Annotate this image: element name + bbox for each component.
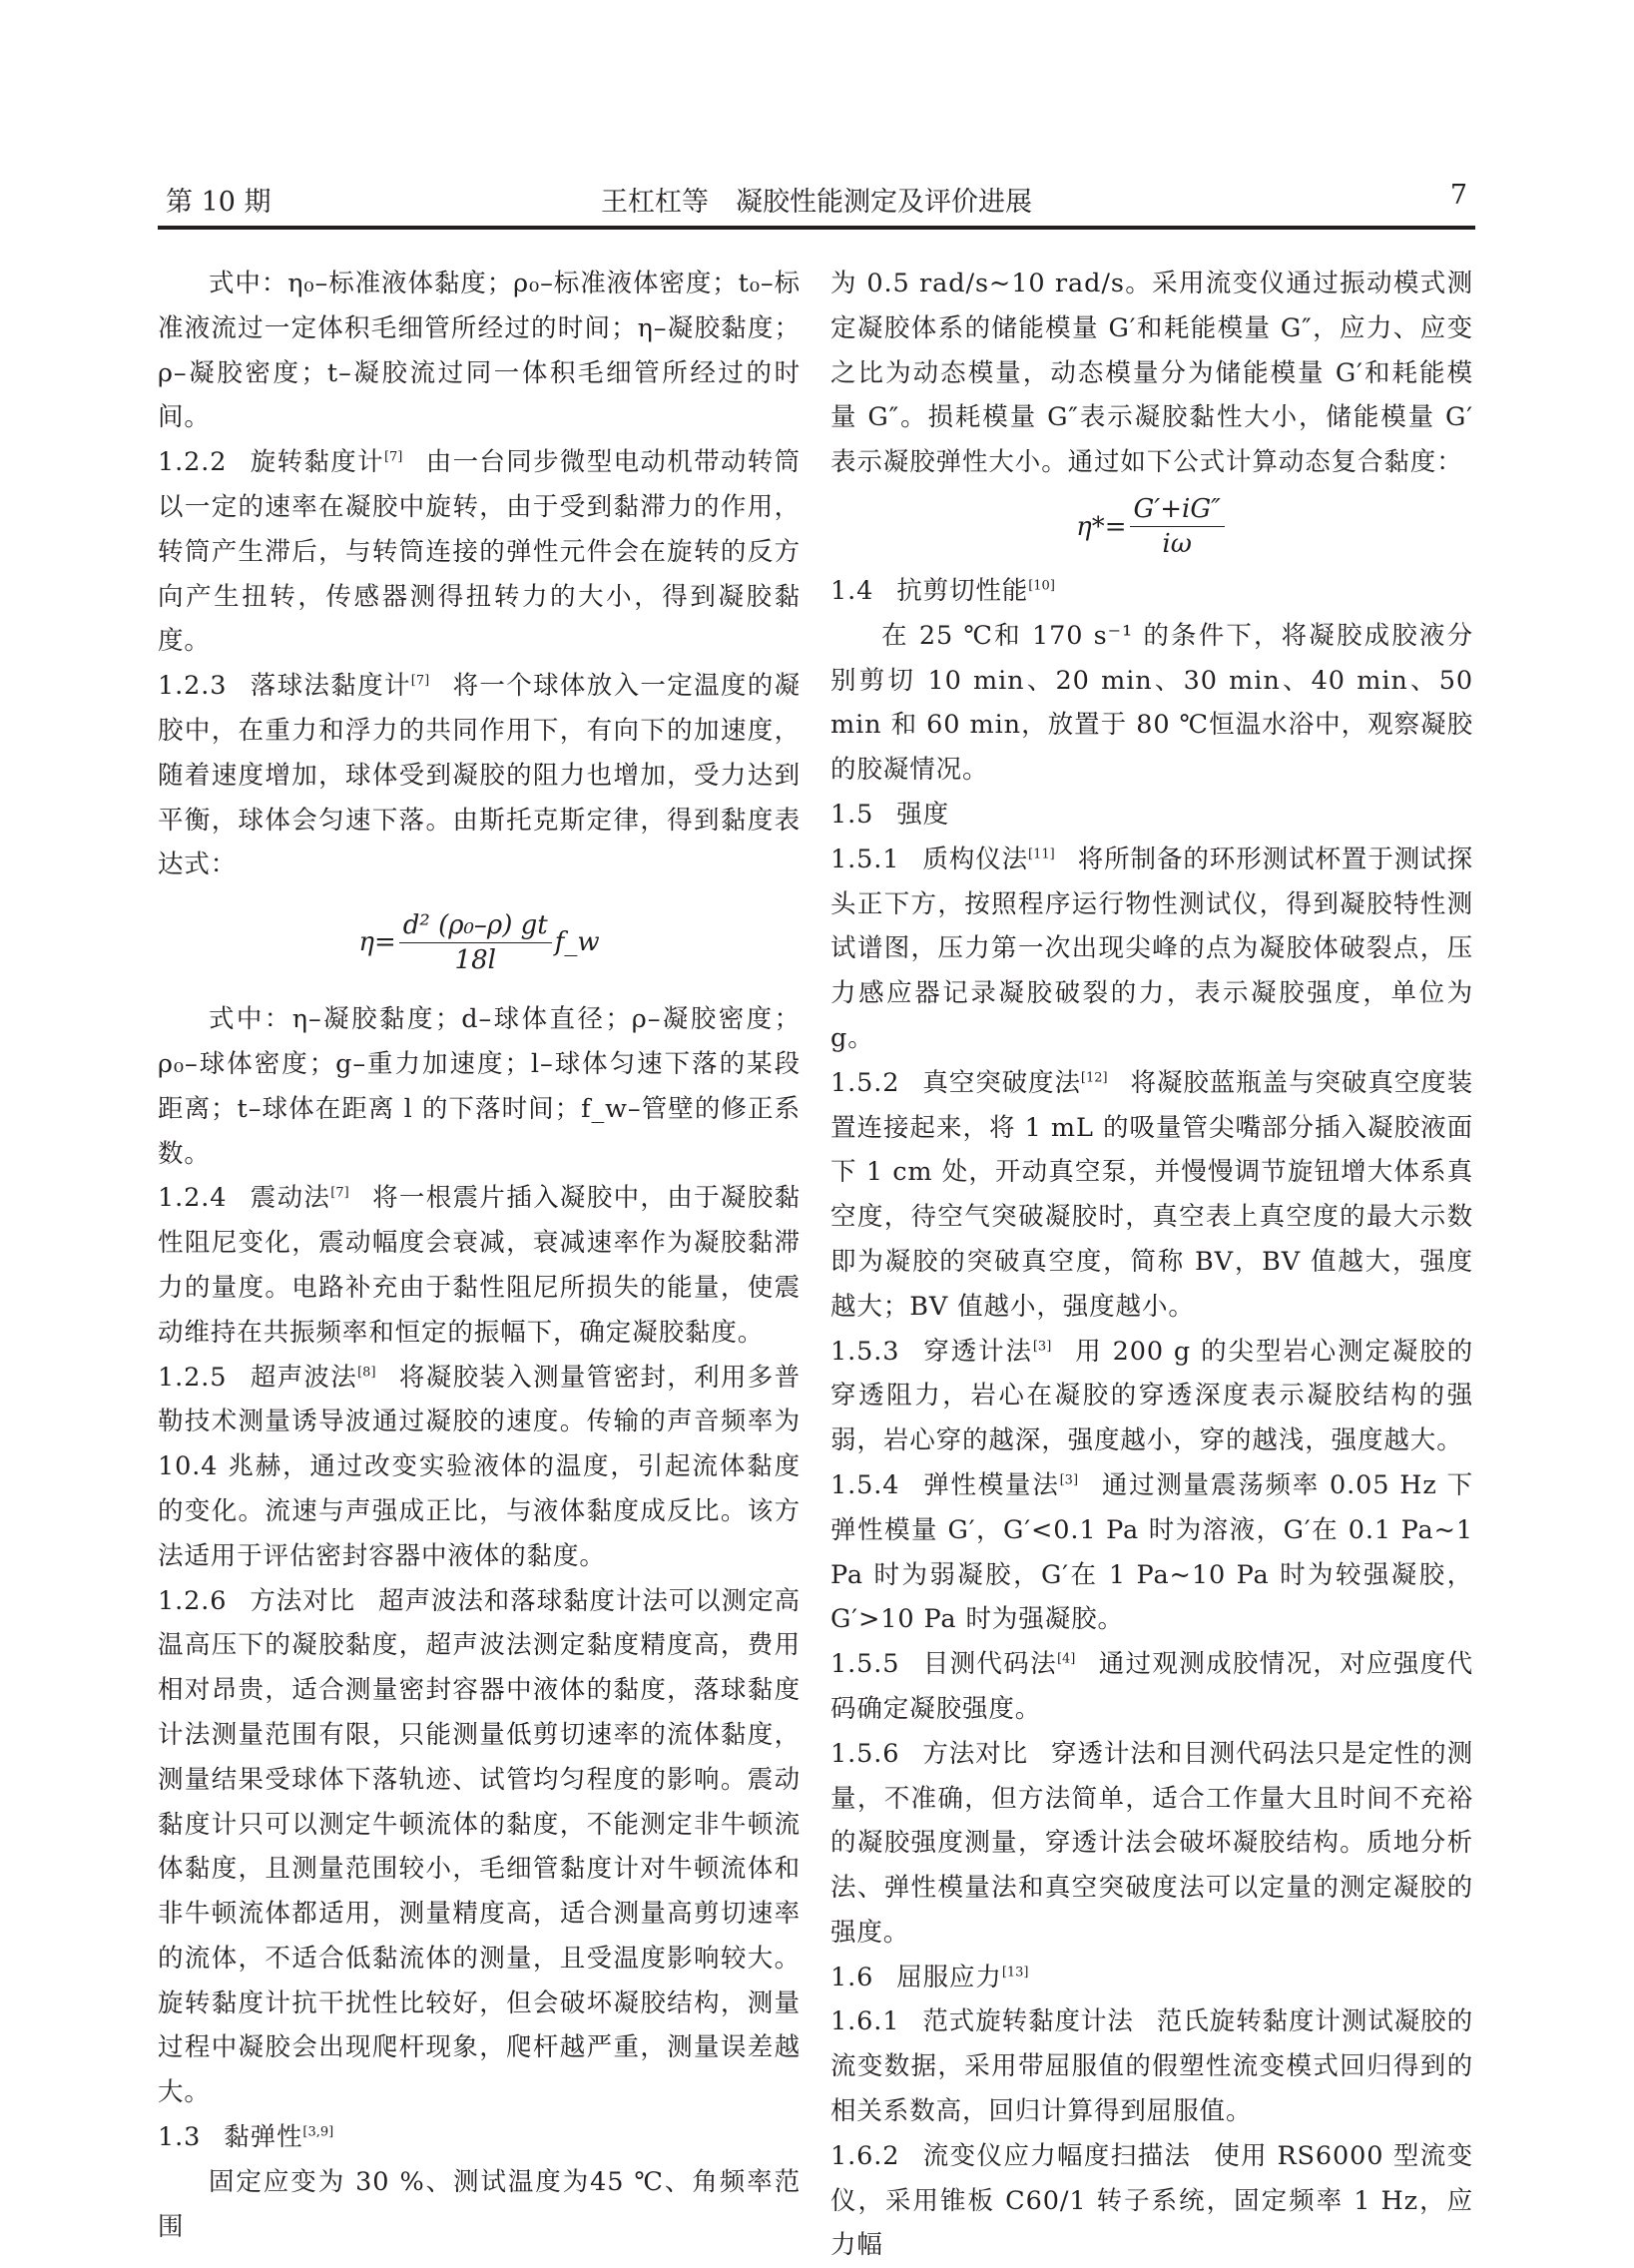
section-heading <box>830 1463 1473 1642</box>
section-title: 真空突破度法 <box>922 1067 1081 1098</box>
section-title: 穿透计法 <box>922 1336 1033 1367</box>
section-title: 方法对比 <box>250 1585 356 1616</box>
section-number: 1.6 <box>830 1962 874 1992</box>
section-heading <box>830 1956 1473 2000</box>
section-heading <box>830 838 1473 1061</box>
section-heading <box>830 793 1473 838</box>
running-header <box>158 180 1475 220</box>
section-text: 将凝胶装入测量管密封，利用多普勒技术测量诱导波通过凝胶的速度。传输的声音频率为 10.4 兆赫，通过改变实验液体的温度，引起流体黏度的变化。流速与声强成正比，与液体黏度成反比。该方法适用于评估密封容器中液体的黏度。 <box>158 1362 801 1571</box>
section-number: 1.5.2 <box>830 1067 900 1098</box>
section-heading <box>158 1176 801 1355</box>
section-text: 通过测量震荡频率 0.05 Hz 下弹性模量 G′，G′<0.1 Pa 时为溶液，G′在 0.1 Pa~1 Pa 时为弱凝胶，G′在 1 Pa~10 Pa 时为较强凝胶，G′>10 Pa 时为强凝胶。 <box>830 1469 1473 1635</box>
section-text: 使用 RS6000 型流变仪，采用锥板 C60/1 转子系统，固定频率 1 Hz，应力幅 <box>830 2140 1473 2261</box>
section-text: 超声波法和落球黏度计法可以测定高温高压下的凝胶黏度，超声波法测定黏度精度高，费用相对昂贵，适合测量密封容器中液体的黏度，落球黏度计法测量范围有限，只能测量低剪切速率的流体黏度，测量结果受球体下落轨迹、试管均匀程度的影响。震动黏度计只可以测定牛顿流体的黏度，不能测定非牛顿流体黏度，且测量范围较小，毛细管黏度计对牛顿流体和非牛顿流体都适用，测量精度高，适合测量高剪切速率的流体，不适合低黏流体的测量，且受温度影响较大。旋转黏度计抗干扰性比较好，但会破坏凝胶结构，测量过程中凝胶会出现爬杆现象，爬杆越严重，测量误差越大。 <box>158 1585 801 2108</box>
left-column <box>158 262 801 2249</box>
section-title: 旋转黏度计 <box>250 447 384 478</box>
section-title: 流变仪应力幅度扫描法 <box>922 2140 1192 2171</box>
fraction <box>1130 492 1225 561</box>
numerator: G′+iG″ <box>1130 492 1225 527</box>
equation <box>830 485 1473 569</box>
section-number: 1.6.2 <box>830 2140 900 2171</box>
section-number: 1.2.4 <box>158 1183 228 1214</box>
section-number: 1.5.1 <box>830 844 900 874</box>
section-number: 1.2.6 <box>158 1585 228 1616</box>
section-heading <box>830 1061 1473 1330</box>
citation-ref: [3] <box>1032 1339 1052 1355</box>
section-number: 1.2.5 <box>158 1362 228 1393</box>
citation-ref: [4] <box>1056 1651 1076 1667</box>
section-number: 1.3 <box>158 2122 202 2153</box>
header-rule <box>158 226 1475 230</box>
section-heading <box>830 2134 1473 2268</box>
section-number: 1.2.2 <box>158 447 228 478</box>
fraction <box>399 908 552 977</box>
section-number: 1.2.3 <box>158 671 228 702</box>
section-title: 屈服应力 <box>896 1962 1002 1992</box>
section-number: 1.5.5 <box>830 1649 900 1680</box>
page-number: 7 <box>1449 180 1467 211</box>
paragraph: 式中：η–凝胶黏度；d–球体直径；ρ–凝胶密度；ρ₀–球体密度；g–重力加速度；l–球体匀速下落的某段距离；t–球体在距离 l 的下落时间；f_w–管壁的修正系数。 <box>158 1004 801 1169</box>
denominator: iω <box>1162 529 1192 560</box>
equation-rhs: f_w <box>554 926 600 957</box>
section-number: 1.5 <box>830 799 874 830</box>
section-heading <box>830 1330 1473 1463</box>
section-number: 1.5.6 <box>830 1738 900 1769</box>
section-heading <box>158 1356 801 1579</box>
section-heading <box>830 1732 1473 1956</box>
equation-lhs: η= <box>358 926 396 957</box>
paragraph: 为 0.5 rad/s~10 rad/s。采用流变仪通过振动模式测定凝胶体系的储能模量 G′和耗能模量 G″，应力、应变之比为动态模量，动态模量分为储能模量 G′和耗能模量 G″。损耗模量 G″表示凝胶黏性大小，储能模量 G′表示凝胶弹性大小。通过如下公式计算动态复合黏度： <box>830 269 1473 478</box>
equation-lhs: η*= <box>1076 511 1127 542</box>
section-number: 1.4 <box>830 575 874 606</box>
right-column <box>830 262 1473 2268</box>
section-heading <box>158 1579 801 2116</box>
section-heading <box>830 569 1473 614</box>
numerator: d² (ρ₀–ρ) gt <box>399 908 552 943</box>
section-title: 震动法 <box>250 1183 331 1214</box>
paragraph: 式中：η₀–标准液体黏度；ρ₀–标准液体密度；t₀–标准液流过一定体积毛细管所经过的时间；η–凝胶黏度；ρ–凝胶密度；t–凝胶流过同一体积毛细管所经过的时间。 <box>158 269 801 433</box>
section-heading <box>158 664 801 887</box>
section-text: 由一台同步微型电动机带动转筒以一定的速率在凝胶中旋转，由于受到黏滞力的作用，转筒产生滞后，与转筒连接的弹性元件会在旋转的反方向产生扭转，传感器测得扭转力的大小，得到凝胶黏度。 <box>158 447 801 657</box>
section-text: 穿透计法和目测代码法只是定性的测量，不准确，但方法简单，适合工作量大且时间不充裕的凝胶强度测量，穿透计法会破坏凝胶结构。质地分析法、弹性模量法和真空突破度法可以定量的测定凝胶的强度。 <box>830 1738 1473 1948</box>
section-number: 1.5.3 <box>830 1336 900 1367</box>
section-text: 范氏旋转黏度计测试凝胶的流变数据，采用带屈服值的假塑性流变模式回归得到的相关系数高，回归计算得到屈服值。 <box>830 2006 1473 2127</box>
section-heading <box>158 440 801 664</box>
citation-ref: [12] <box>1080 1070 1108 1086</box>
citation-ref: [3,9] <box>302 2124 334 2140</box>
section-text: 将凝胶蓝瓶盖与突破真空度装置连接起来，将 1 mL 的吸量管尖嘴部分插入凝胶液面下 1 cm 处，开动真空泵，并慢慢调节旋钮增大体系真空度，待空气突破凝胶时，真空表上真空度的最大示数即为凝胶的突破真空度，简称 BV，BV 值越大，强度越大；BV 值越小，强度越小。 <box>830 1067 1474 1322</box>
citation-ref: [8] <box>357 1365 376 1381</box>
citation-ref: [7] <box>330 1185 349 1201</box>
paragraph: 在 25 ℃和 170 s⁻¹ 的条件下，将凝胶成胶液分别剪切 10 min、20 min、30 min、40 min、50 min 和 60 min，放置于 80 ℃恒温水浴中，观察凝胶的胶凝情况。 <box>830 620 1473 786</box>
section-title: 抗剪切性能 <box>896 575 1029 606</box>
section-text: 将一个球体放入一定温度的凝胶中，在重力和浮力的共同作用下，有向下的加速度，随着速度增加，球体受到凝胶的阻力也增加，受力达到平衡，球体会匀速下落。由斯托克斯定律，得到黏度表达式： <box>158 671 801 880</box>
running-title: 王杠杠等 凝胶性能测定及评价进展 <box>601 187 1032 218</box>
section-text: 将一根震片插入凝胶中，由于凝胶黏性阻尼变化，震动幅度会衰减，衰减速率作为凝胶黏滞力的量度。电路补充由于黏性阻尼所损失的能量，使震动维持在共振频率和恒定的振幅下，确定凝胶黏度。 <box>158 1183 802 1348</box>
section-title: 目测代码法 <box>922 1649 1057 1680</box>
section-text: 将所制备的环形测试杯置于测试探头正下方，按照程序运行物性测试仪，得到凝胶特性测试谱图，压力第一次出现尖峰的点为凝胶体破裂点，压力感应器记录凝胶破裂的力，表示凝胶强度，单位为 g。 <box>830 844 1473 1053</box>
issue-number: 第 10 期 <box>166 187 272 218</box>
denominator: 18l <box>454 944 496 975</box>
section-text: 通过观测成胶情况，对应强度代码确定凝胶强度。 <box>830 1649 1473 1724</box>
citation-ref: [13] <box>1001 1965 1029 1981</box>
section-title: 强度 <box>896 799 950 830</box>
citation-ref: [10] <box>1028 578 1055 594</box>
section-title: 质构仪法 <box>922 844 1029 874</box>
section-number: 1.5.4 <box>830 1469 900 1500</box>
section-title: 方法对比 <box>922 1738 1029 1769</box>
section-heading <box>830 1999 1473 2133</box>
citation-ref: [7] <box>383 449 403 465</box>
equation <box>158 887 801 997</box>
section-text: 用 200 g 的尖型岩心测定凝胶的穿透阻力，岩心在凝胶的穿透深度表示凝胶结构的强弱，岩心穿的越深，强度越小，穿的越浅，强度越大。 <box>830 1336 1474 1456</box>
section-title: 范式旋转黏度计法 <box>922 2006 1134 2037</box>
section-title: 黏弹性 <box>224 2122 303 2153</box>
citation-ref: [7] <box>410 673 430 689</box>
section-number: 1.6.1 <box>830 2006 900 2037</box>
citation-ref: [3] <box>1059 1472 1079 1488</box>
section-title: 弹性模量法 <box>922 1469 1060 1500</box>
section-title: 落球法黏度计 <box>250 671 411 702</box>
section-heading <box>158 2115 801 2160</box>
section-heading <box>830 1642 1473 1732</box>
paragraph: 固定应变为 30 %、测试温度为45 ℃、角频率范围 <box>158 2166 801 2242</box>
section-title: 超声波法 <box>250 1362 358 1393</box>
citation-ref: [11] <box>1028 847 1055 862</box>
